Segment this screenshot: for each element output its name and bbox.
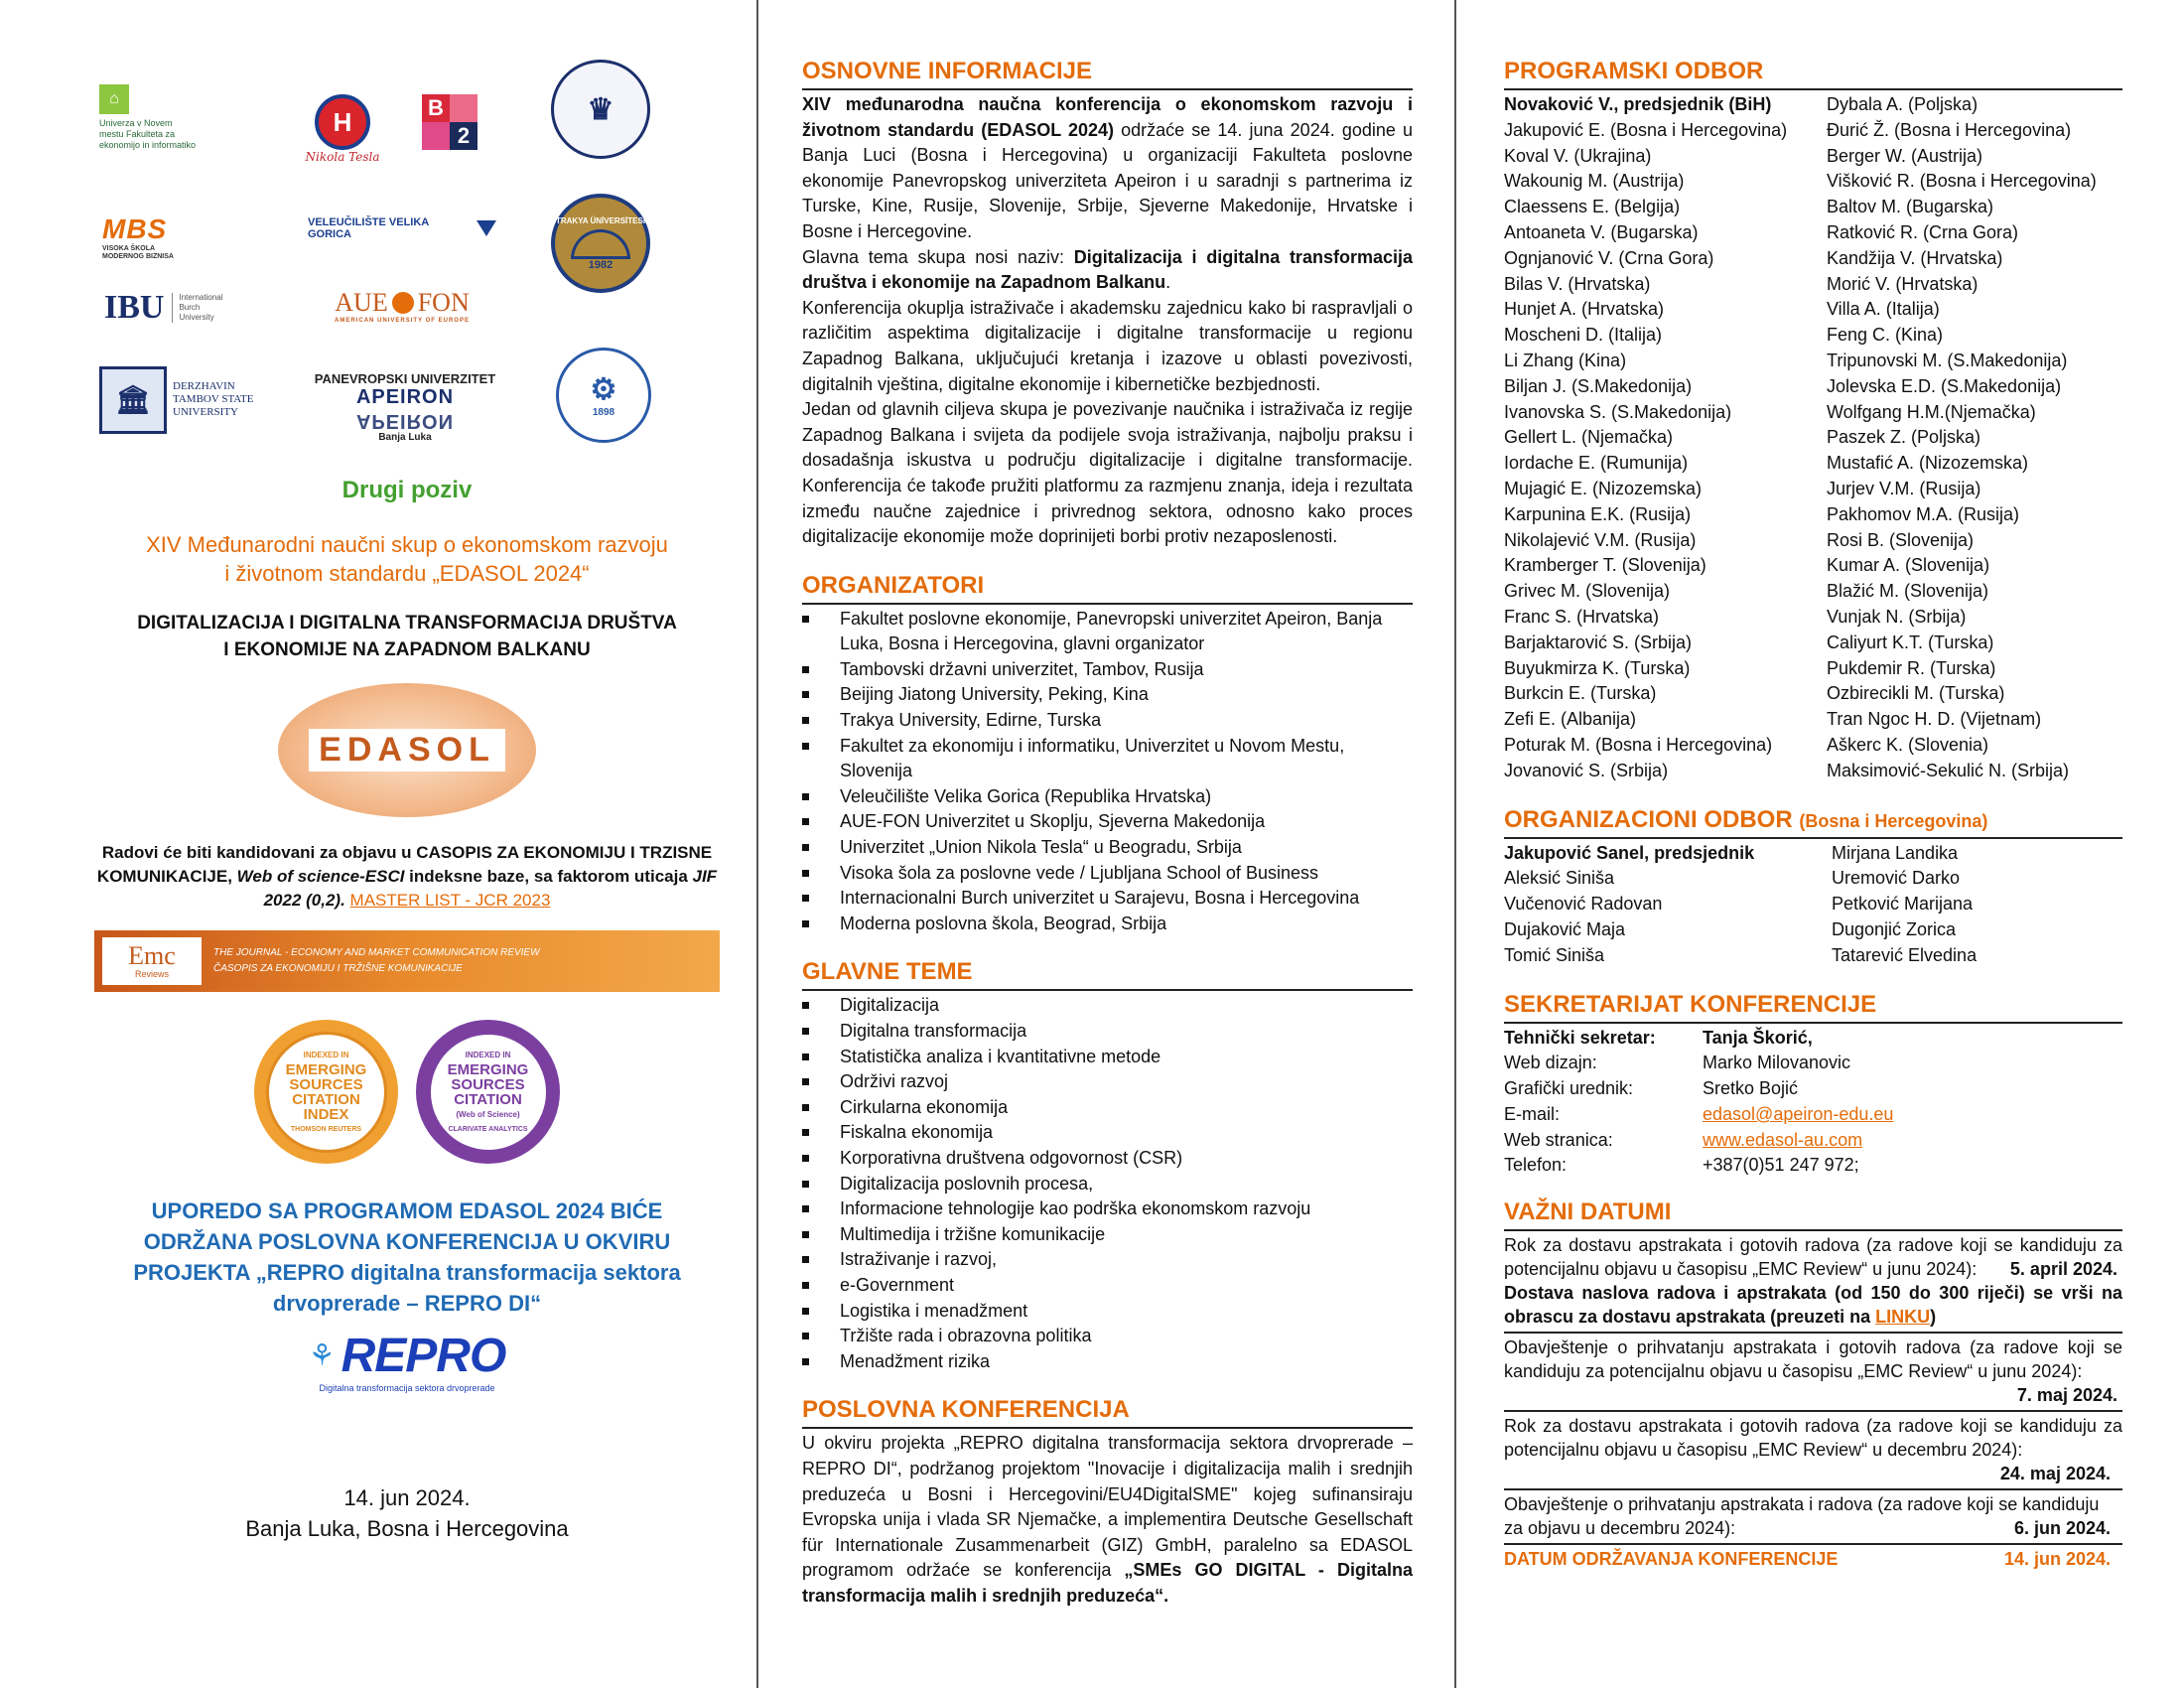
committee-member: Moscheni D. (Italija) (1504, 325, 1663, 346)
secretariat-label: Grafički urednik: (1504, 1078, 1634, 1099)
edasol-logo: EDASOL (278, 683, 536, 817)
abstract-form-link[interactable]: LINKU (1875, 1307, 1931, 1328)
committee-member: Jolevska E.D. (S.Makedonija) (1827, 375, 2062, 396)
topics-list (802, 993, 1413, 1374)
left-column (94, 0, 720, 1544)
committee-member: Tran Ngoc H. D. (Vijetnam) (1827, 709, 2042, 730)
organizer-item: Fakultet za ekonomiju i informatiku, Univerzitet u Novom Mestu, Slovenija (802, 734, 1413, 784)
tambov-logo: 🏛 DERZHAVIN TAMBOV STATE UNIVERSITY (99, 362, 268, 437)
section-title-programski: PROGRAMSKI ODBOR (1504, 58, 2122, 90)
committee-member: Ozbirecikli M. (Turska) (1827, 683, 2005, 704)
topic-item: Digitalna transformacija (802, 1019, 1413, 1045)
conference-title: XIV Međunarodni naučni skup o ekonomskom razvoju i životnom standardu „EDASOL 2024“ (146, 532, 668, 586)
committee-member: Morić V. (Hrvatska) (1827, 273, 1979, 294)
committee-member: Rosi B. (Slovenija) (1827, 529, 1975, 550)
secretariat-value: Sretko Bojić (1703, 1078, 1799, 1099)
email-link[interactable]: edasol@apeiron-edu.eu (1703, 1103, 1894, 1124)
topic-item: Korporativna društvena odgovornost (CSR) (802, 1146, 1413, 1172)
website-link[interactable]: www.edasol-au.com (1703, 1129, 1863, 1150)
b2-logo: B 2 (422, 94, 478, 150)
topic-item: Istraživanje i razvoj, (802, 1247, 1413, 1273)
committee-member: Li Zhang (Kina) (1504, 350, 1627, 370)
secretariat-value: +387(0)51 247 972; (1703, 1155, 1859, 1176)
right-column (1504, 58, 2122, 1570)
committee-member: Kramberger T. (Slovenija) (1504, 555, 1706, 576)
topic-item: Statistička analiza i kvantitativne metode (802, 1045, 1413, 1070)
leaf-icon: ⌂ (99, 84, 129, 114)
organizer-item: Univerzitet „Union Nikola Tesla“ u Beogradu, Srbija (802, 835, 1413, 861)
topic-item: Informacione tehnologije kao podrška ekonomskom razvoju (802, 1196, 1413, 1222)
topic-item: Digitalizacija poslovnih procesa, (802, 1172, 1413, 1197)
committee-member: Bilas V. (Hrvatska) (1504, 273, 1651, 294)
committee-member: Gellert L. (Njemačka) (1504, 427, 1674, 448)
committee-member: Jakupović Sanel, predsjednik (1504, 842, 1755, 863)
committee-member: Koval V. (Ukrajina) (1504, 145, 1652, 166)
committee-member: Ratković R. (Crna Gora) (1827, 221, 2019, 242)
committee-member: Kumar A. (Slovenija) (1827, 555, 1990, 576)
section-title-organizacioni: ORGANIZACIONI ODBOR (Bosna i Hercegovina) (1504, 806, 2122, 839)
apeiron-logo: PANEVROPSKI UNIVERZITET APEIRON APEIRON Banja Luka (314, 371, 496, 443)
secretariat-label: Web stranica: (1504, 1129, 1613, 1150)
bridge-icon (571, 229, 630, 259)
committee-member: Tripunovski M. (S.Makedonija) (1827, 350, 2068, 370)
committee-member: Jurjev V.M. (Rusija) (1827, 478, 1981, 498)
committee-member: Villa A. (Italija) (1827, 299, 1940, 320)
trakya-university-logo: TRAKYA ÜNİVERSİTESİ 1982 (551, 194, 650, 293)
committee-member: Ognjanović V. (Crna Gora) (1504, 247, 1714, 268)
indexing-badges (94, 1020, 720, 1164)
organizer-item: Tambovski državni univerzitet, Tambov, Rusija (802, 657, 1413, 683)
committee-member: Tomić Siniša (1504, 944, 1605, 965)
organizer-item: Visoka šola za poslovne vede / Ljubljana School of Business (802, 861, 1413, 887)
committee-member: Karpunina E.K. (Rusija) (1504, 503, 1692, 524)
esci-badge-thomson: INDEXED IN EMERGING SOURCES CITATION INDEX THOMSON REUTERS (254, 1020, 398, 1164)
topic-item: Održivi razvoj (802, 1069, 1413, 1095)
committee-member: Petković Marijana (1832, 894, 1974, 914)
nikola-tesla-logo: H Nikola Tesla (303, 89, 382, 169)
secretariat-label: Tehnički sekretar: (1504, 1027, 1656, 1048)
column-divider (756, 0, 758, 1688)
date-row: Rok za dostavu apstrakata i gotovih radova (za radove koji se kandiduju za potencijalnu objavu u časopisu „EMC Review“ u decembru 2024): 24. maj 2024. (1504, 1412, 2122, 1490)
gear-icon: ⚙ (590, 373, 617, 406)
committee-member: Grivec M. (Slovenija) (1504, 581, 1671, 602)
committee-member: Ivanovska S. (S.Makedonija) (1504, 401, 1732, 422)
conference-theme: DIGITALIZACIJA I DIGITALNA TRANSFORMACIJA DRUŠTVA I EKONOMIJE NA ZAPADNOM BALKANU (137, 613, 677, 660)
secretariat-label: E-mail: (1504, 1103, 1561, 1124)
important-dates (1504, 1231, 2122, 1570)
topic-item: Cirkularna ekonomija (802, 1095, 1413, 1121)
committee-member: Zefi E. (Albanija) (1504, 709, 1637, 730)
secretariat-label: Web dizajn: (1504, 1053, 1597, 1073)
organizer-item: Internacionalni Burch univerzitet u Sarajevu, Bosna i Hercegovina (802, 886, 1413, 912)
section-title-sekretarijat: SEKRETARIJAT KONFERENCIJE (1504, 991, 2122, 1024)
secretariat-label: Telefon: (1504, 1155, 1568, 1176)
committee-member: Mustafić A. (Nizozemska) (1827, 453, 2029, 474)
committee-member: Caliyurt K.T. (Turska) (1827, 632, 1994, 652)
committee-member: Franc S. (Hrvatska) (1504, 606, 1660, 627)
building-icon: 🏛 (99, 366, 167, 434)
committee-member: Novaković V., predsjednik (BiH) (1504, 94, 1772, 114)
committee-member: Maksimović-Sekulić N. (Srbija) (1827, 760, 2070, 780)
committee-member: Vučenović Radovan (1504, 894, 1663, 914)
tesla-h-icon: H (315, 94, 370, 150)
committee-member: Berger W. (Austrija) (1827, 145, 1983, 166)
novo-mesto-logo: ⌂ Univerza v Novem mestu Fakulteta za ekonomijo in informatiko (99, 84, 204, 151)
beijing-jiaotong-logo: ⚙ 1898 (556, 348, 651, 443)
university-crest-logo (551, 60, 650, 159)
program-committee (1504, 92, 2122, 784)
topic-item: Digitalizacija (802, 993, 1413, 1019)
basic-info-text: XIV međunarodna naučna konferencija o ekonomskom razvoju i životnom standardu (EDASOL 2024) održaće se 14. juna 2024. godine u Banja Luci (Bosna i Hercegovina) u organizaciji Fakulteta poslovne ekonomije Panevropskog univerziteta Apeiron i u saradnji s partnerima iz Turske, Kine, Rusije, Slovenije, Srbije, Sjeverne Makedonije, Hrvatske i Bosne i Hercegovine. Glavna tema skupa nosi naziv: Digitalizacija i digitalna transformacija društva i ekonomije na Zapadnom Balkanu. Konferencija okuplja istraživače i akademsku zajednicu kako bi raspravljali o različitim aspektima digitalizacije i digitalne transformacije u regionu Zapadnog Balkana, uključujući kretanja i izazove u oblasti povezivosti, digitalnih vještina, digitalne ekonomije i kibernetičke bezbjednosti. Jedan od glavnih ciljeva skupa je povezivanje naučnika i istraživača iz regije Zapadnog Balkana i svijeta da podijele svoja istraživanja, najbolju praksu i dosadašnja iskustva u području digitalizacije i digitalne transformacije. Konferencija će takođe pružiti platformu za razmjenu znanja, ideja i rezultata između naučne zajednice i privrednog sektora, odnosno kako proces digitalizacije ekonomije može doprinijeti borbi protiv nezaposlenosti. (802, 94, 1413, 547)
committee-member: Nikolajević V.M. (Rusija) (1504, 529, 1697, 550)
secretariat-value: Tanja Škorić, (1703, 1027, 1813, 1048)
committee-member: Mujagić E. (Nizozemska) (1504, 478, 1703, 498)
aue-fon-logo: AUE FON AMERICAN UNIVERSITY OF EUROPE (335, 288, 470, 324)
committee-member: Pukdemir R. (Turska) (1827, 657, 1996, 678)
mbs-logo: MBS VISOKA ŠKOLA MODERNOG BIZNISA (102, 213, 174, 260)
date-place: 14. jun 2024. Banja Luka, Bosna i Hercegovina (245, 1485, 569, 1541)
committee-member: Barjaktarović S. (Srbija) (1504, 632, 1693, 652)
partner-logos (94, 0, 720, 447)
committee-member: Jakupović E. (Bosna i Hercegovina) (1504, 119, 1788, 140)
committee-member: Jovanović S. (Srbija) (1504, 760, 1669, 780)
master-list-link[interactable]: MASTER LIST - JCR 2023 (349, 891, 551, 910)
committee-member: Blažić M. (Slovenija) (1827, 581, 1989, 602)
committee-member: Claessens E. (Belgija) (1504, 197, 1681, 217)
section-title-organizatori: ORGANIZATORI (802, 572, 1413, 605)
organizer-item: Moderna poslovna škola, Beograd, Srbija (802, 912, 1413, 937)
network-icon: ⚘ (308, 1339, 336, 1372)
committee-member: Dujaković Maja (1504, 918, 1626, 939)
globe-icon (392, 292, 414, 314)
committee-member: Dugonjić Zorica (1832, 918, 1957, 939)
call-label: Drugi poziv (341, 477, 473, 503)
column-divider (1454, 0, 1456, 1688)
committee-member: Wolfgang H.M.(Njemačka) (1827, 401, 2036, 422)
topic-item: Fiskalna ekonomija (802, 1120, 1413, 1146)
business-conference-text: U okviru projekta „REPRO digitalna transformacija sektora drvoprerade – REPRO DI“, podržanog projektom "Inovacije i digitalizacija malih i srednjih preduzeća u Bosni i Hercegovini/EU4DigitalSME" kojeg sufinansiraju Evropska unija i vlada SR Njemačke, a implementira Deutsche Gesellschaft für Internationale Zusammenarbeit (GIZ) GmbH, paralelno sa EDASOL programom održaće se konferencija „SMEs GO DIGITAL - Digitalna transformacija malih i srednjih preduzeća“. (802, 1433, 1413, 1606)
committee-member: Pakhomov M.A. (Rusija) (1827, 503, 2020, 524)
committee-member: Buyukmirza K. (Turska) (1504, 657, 1691, 678)
organizers-list (802, 607, 1413, 937)
repro-logo: ⚘ REPRO Digitalna transformacija sektora drvoprerade (308, 1330, 506, 1393)
organizing-committee (1504, 841, 2122, 969)
crown-icon: ♛ (587, 92, 614, 126)
topic-item: Menadžment rizika (802, 1349, 1413, 1375)
organizer-item: Veleučilište Velika Gorica (Republika Hrvatska) (802, 784, 1413, 810)
committee-member: Hunjet A. (Hrvatska) (1504, 299, 1665, 320)
committee-member: Burkcin E. (Turska) (1504, 683, 1657, 704)
organizer-item: AUE-FON Univerzitet u Skoplju, Sjeverna Makedonija (802, 809, 1413, 835)
committee-member: Dybala A. (Poljska) (1827, 94, 1979, 114)
committee-member: Aškerc K. (Slovenia) (1827, 734, 1989, 755)
committee-member: Poturak M. (Bosna i Hercegovina) (1504, 734, 1773, 755)
emc-logo: Emc Reviews (102, 937, 202, 985)
committee-member: Baltov M. (Bugarska) (1827, 197, 1994, 217)
velika-gorica-logo: VELEUČILIŠTE VELIKA GORICA (308, 213, 496, 243)
committee-member: Tatarević Elvedina (1832, 944, 1978, 965)
date-row: Obavještenje o prihvatanju apstrakata i gotovih radova (za radove koji se kandiduju za potencijalnu objavu u časopisu „EMC Review“ u junu 2024): 7. maj 2024. (1504, 1334, 2122, 1412)
topic-item: Tržište rada i obrazovna politika (802, 1324, 1413, 1349)
secretariat (1504, 1026, 2122, 1180)
section-title-datumi: VAŽNI DATUMI (1504, 1198, 2122, 1231)
committee-member: Wakounig M. (Austrija) (1504, 171, 1685, 192)
section-title-poslovna: POSLOVNA KONFERENCIJA (802, 1396, 1413, 1429)
date-row: Rok za dostavu apstrakata i gotovih radova (za radove koji se kandiduju za potencijalnu objavu u časopisu „EMC Review“ u junu 2024): 5. april 2024. Dostava naslova radova i apstrakata (od 150 do 300 riječi) se vrši na obrascu za dostavu apstrakata (preuzeti na LINKU) (1504, 1231, 2122, 1334)
committee-member: Feng C. (Kina) (1827, 325, 1944, 346)
committee-member: Iordache E. (Rumunija) (1504, 453, 1689, 474)
committee-member: Mirjana Landika (1832, 842, 1959, 863)
committee-member: Biljan J. (S.Makedonija) (1504, 375, 1693, 396)
middle-column (802, 58, 1413, 1609)
publication-note: Radovi će biti kandidovani za objavu u CASOPIS ZA EKONOMIJU I TRZISNE KOMUNIKACIJE, Web of science-ESCI indeksne baze, sa faktorom uticaja JIF 2022 (0,2). MASTER LIST - JCR 2023 (96, 843, 718, 910)
organizer-item: Trakya University, Edirne, Turska (802, 708, 1413, 734)
organizer-item: Beijing Jiatong University, Peking, Kina (802, 682, 1413, 708)
committee-member: Aleksić Siniša (1504, 868, 1615, 889)
date-row: Obavještenje o prihvatanju apstrakata i radova (za radove koji se kandiduju za objavu u decembru 2024): 6. jun 2024. (1504, 1490, 2122, 1545)
committee-member: Đurić Ž. (Bosna i Hercegovina) (1827, 119, 2072, 140)
secretariat-value: Marko Milovanovic (1703, 1053, 1851, 1073)
vvg-mark-icon (477, 220, 496, 236)
committee-member: Paszek Z. (Poljska) (1827, 427, 1981, 448)
ibu-logo: IBU International Burch University (104, 288, 263, 328)
committee-member: Antoaneta V. (Bugarska) (1504, 221, 1699, 242)
topic-item: e-Government (802, 1273, 1413, 1299)
esci-badge-clarivate: INDEXED IN EMERGING SOURCES CITATION (Web of Science) CLARIVATE ANALYTICS (416, 1020, 560, 1164)
section-title-osnovne: OSNOVNE INFORMACIJE (802, 58, 1413, 90)
topic-item: Multimedija i tržišne komunikacije (802, 1222, 1413, 1248)
topic-item: Logistika i menadžment (802, 1299, 1413, 1325)
section-title-teme: GLAVNE TEME (802, 958, 1413, 991)
committee-member: Kandžija V. (Hrvatska) (1827, 247, 2003, 268)
parallel-conference-note: UPOREDO SA PROGRAMOM EDASOL 2024 BIĆE ODRŽANA POSLOVNA KONFERENCIJA U OKVIRU PROJEKTA „REPRO digitalna transformacija sektora drvoprerade – REPRO DI“ (133, 1198, 681, 1316)
emc-review-banner: Emc Reviews THE JOURNAL - ECONOMY AND MARKET COMMUNICATION REVIEW ČASOPIS ZA EKONOMIJU I TRŽIŠNE KOMUNIKACIJE (94, 930, 720, 992)
committee-member: Vunjak N. (Srbija) (1827, 606, 1967, 627)
organizer-item: Fakultet poslovne ekonomije, Panevropski univerzitet Apeiron, Banja Luka, Bosna i Hercegovina, glavni organizator (802, 607, 1413, 657)
committee-member: Višković R. (Bosna i Hercegovina) (1827, 171, 2097, 192)
conference-date-row: DATUM ODRŽAVANJA KONFERENCIJE 14. jun 2024. (1504, 1549, 2111, 1570)
committee-member: Uremović Darko (1832, 868, 1961, 889)
